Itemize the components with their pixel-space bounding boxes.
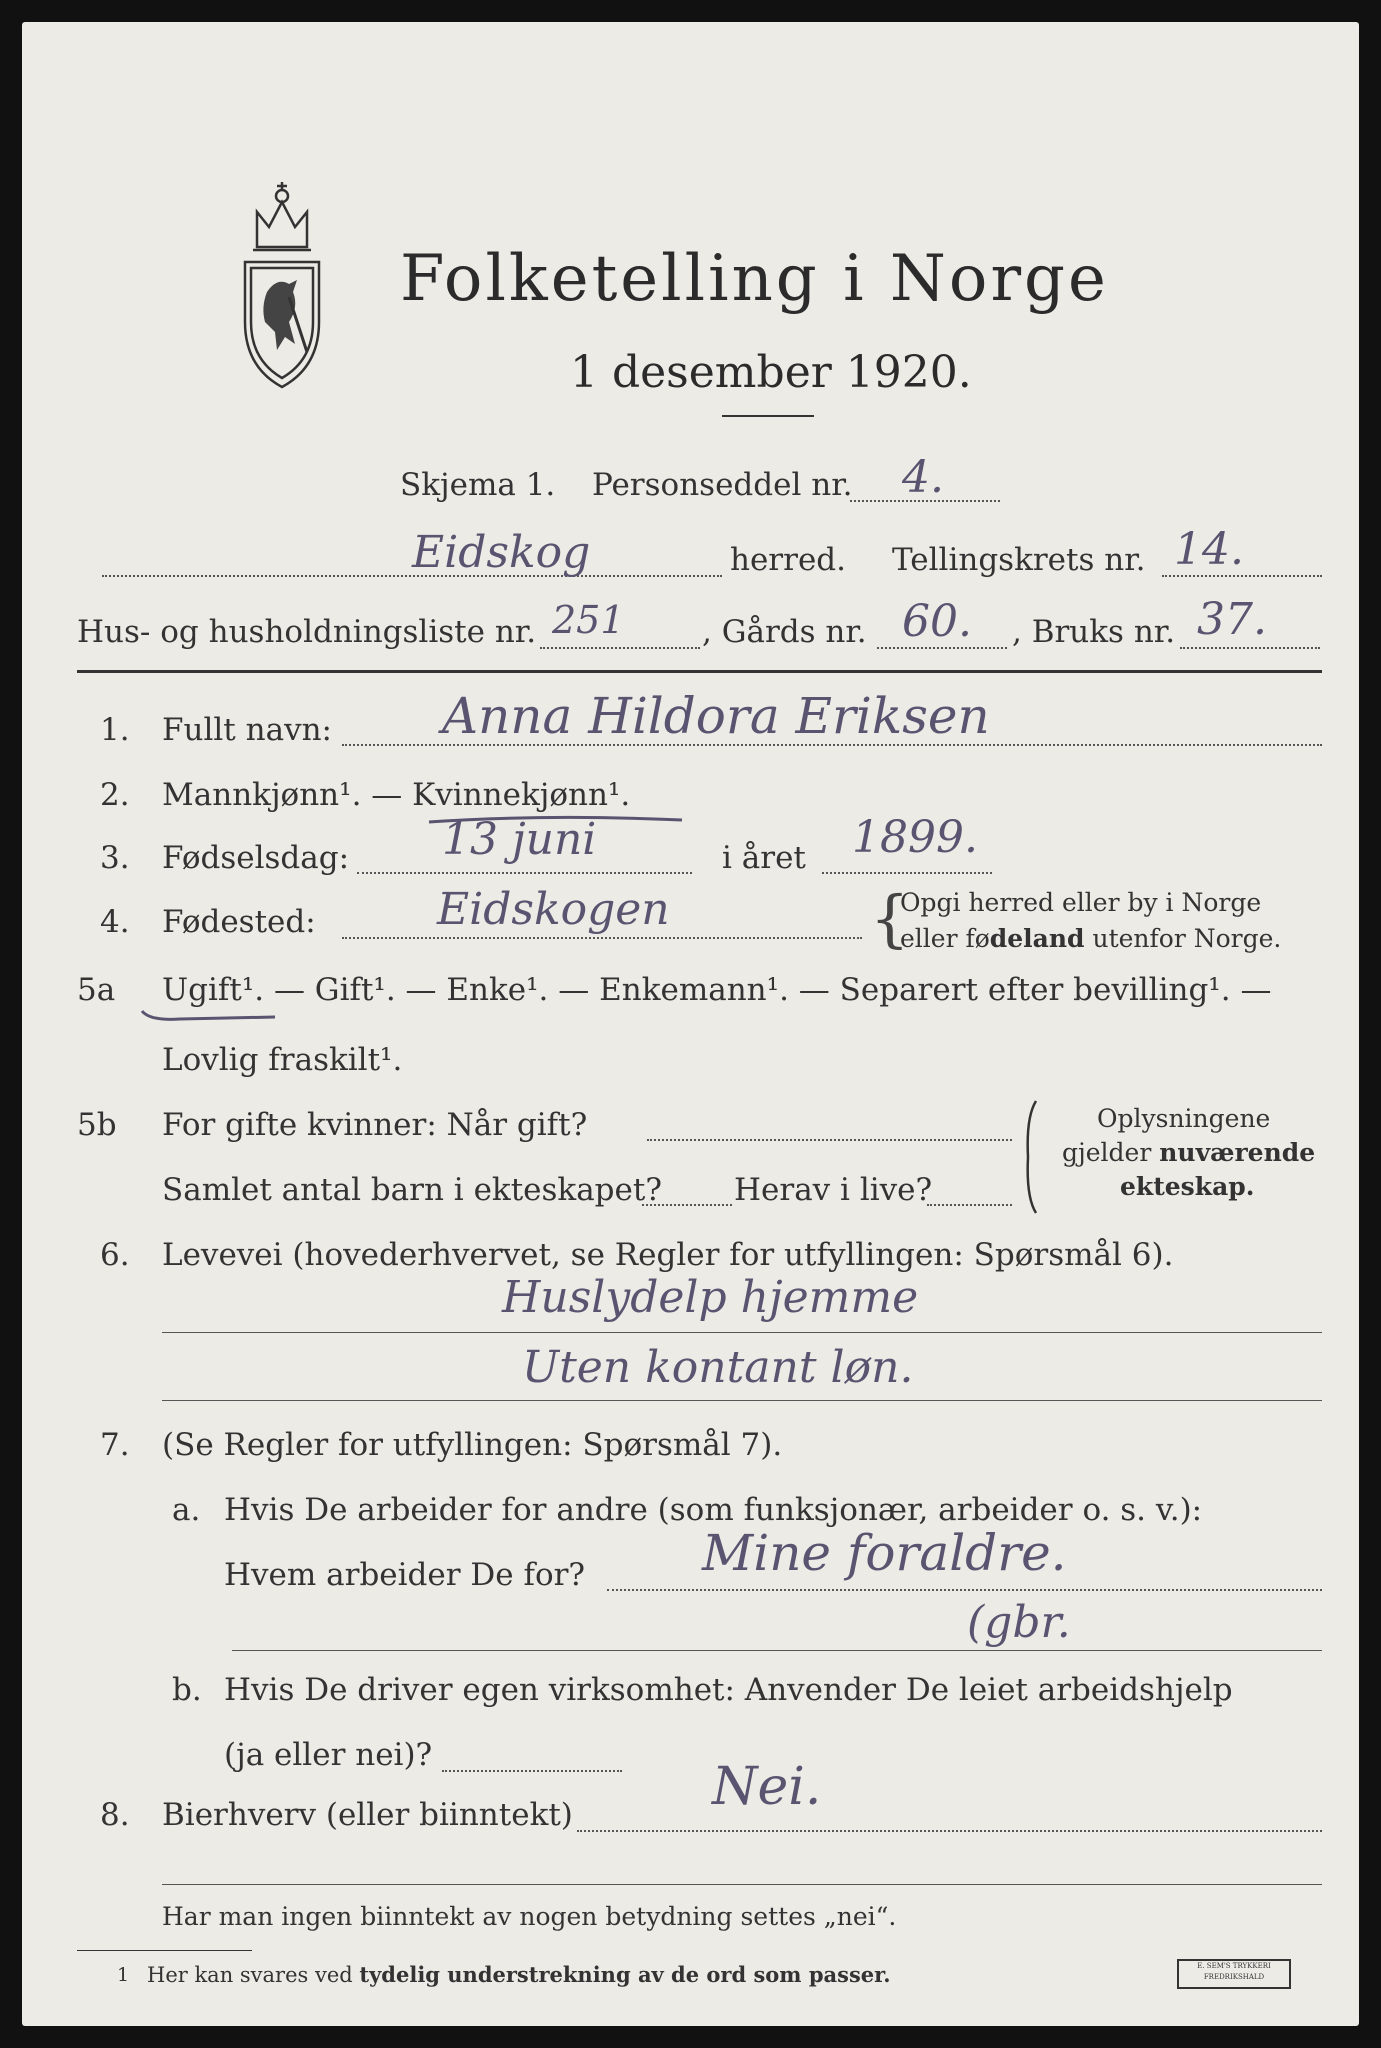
q6-number: 6.: [100, 1237, 130, 1273]
employer-label: Hvem arbeider De for?: [224, 1557, 586, 1593]
birthplace-value: Eidskogen: [437, 884, 670, 935]
marital-status-options-line2: Lovlig fraskilt¹.: [162, 1042, 403, 1078]
occupation-line1: [162, 1332, 1322, 1333]
marriage-note-line2: gjelder nuværende: [1062, 1138, 1316, 1167]
herred-label: herred.: [730, 542, 846, 578]
occupation-value-line2: Uten kontant løn.: [522, 1342, 914, 1393]
full-name-value: Anna Hildora Eriksen: [442, 687, 990, 745]
hired-help-label: (ja eller nei)?: [224, 1737, 433, 1773]
form-date: 1 desember 1920.: [570, 347, 972, 398]
tellingskrets-label: Tellingskrets nr.: [892, 542, 1146, 578]
q6-label: Levevei (hovederhvervet, se Regler for utfyllingen: Spørsmål 6).: [162, 1237, 1174, 1273]
birthday-value: 13 juni: [442, 814, 597, 865]
q1-label: Fullt navn:: [162, 712, 332, 748]
marriage-note-line3: ekteskap.: [1120, 1172, 1255, 1201]
married-when-label: For gifte kvinner: Når gift?: [162, 1107, 588, 1143]
birth-year-value: 1899.: [852, 812, 978, 863]
q7b-number: b.: [172, 1672, 202, 1708]
children-total-field[interactable]: [642, 1204, 732, 1206]
q8-number: 8.: [100, 1797, 130, 1833]
schema-label: Skjema 1.: [400, 467, 556, 503]
marital-status-options: Ugift¹. — Gift¹. — Enke¹. — Enkemann¹. — Separert efter bevilling¹. —: [162, 972, 1272, 1008]
footnote-text: Her kan svares ved tydelig understrekning av de ord som passer.: [147, 1962, 891, 1987]
secondary-income-field[interactable]: [577, 1830, 1322, 1832]
secondary-income-line2: [162, 1884, 1322, 1885]
q5a-number: 5a: [77, 972, 116, 1008]
q7b-label: Hvis De driver egen virksomhet: Anvender De leiet arbeidshjelp: [224, 1672, 1233, 1708]
tellingskrets-field[interactable]: [1162, 575, 1322, 577]
q8-label: Bierhverv (eller biinntekt): [162, 1797, 573, 1833]
birth-year-field[interactable]: [822, 872, 992, 874]
sex-options: Mannkjønn¹. — Kvinnekjønn¹.: [162, 777, 631, 813]
employer-value: Mine foraldre.: [702, 1524, 1067, 1582]
children-total-label: Samlet antal barn i ekteskapet?: [162, 1172, 662, 1208]
employer-line2: [232, 1650, 1322, 1651]
bruks-field[interactable]: [1180, 647, 1320, 649]
q7a-number: a.: [172, 1492, 201, 1528]
birth-year-label: i året: [722, 840, 806, 876]
q3-number: 3.: [100, 840, 130, 876]
children-alive-label: Herav i live?: [734, 1172, 933, 1208]
gards-field[interactable]: [877, 647, 1007, 649]
birthplace-note-line2: eller fødeland utenfor Norge.: [900, 924, 1282, 953]
children-alive-field[interactable]: [927, 1204, 1012, 1206]
hired-help-field[interactable]: [442, 1770, 622, 1772]
birthday-field[interactable]: [357, 872, 692, 874]
marriage-note-line1: Oplysningene: [1097, 1104, 1271, 1133]
married-when-field[interactable]: [647, 1139, 1012, 1141]
gards-label: , Gårds nr.: [702, 614, 867, 650]
printer-mark: E. SEM'S TRYKKERI FREDRIKSHALD: [1177, 1959, 1291, 1989]
bruks-value: 37.: [1197, 594, 1267, 645]
q4-number: 4.: [100, 904, 130, 940]
birthplace-field[interactable]: [342, 937, 862, 939]
secondary-income-value: Nei.: [712, 1757, 822, 1817]
census-form: [22, 22, 1359, 2026]
note-brace: {: [870, 882, 910, 955]
q7-label: (Se Regler for utfyllingen: Spørsmål 7).: [162, 1427, 783, 1463]
q7a-label: Hvis De arbeider for andre (som funksjonær, arbeider o. s. v.):: [224, 1492, 1203, 1528]
husholdningsliste-label: Hus- og husholdningsliste nr.: [77, 614, 537, 650]
employer-value-line2: (gbr.: [967, 1597, 1071, 1648]
tellingskrets-value: 14.: [1174, 524, 1244, 575]
q3-label: Fødselsdag:: [162, 840, 350, 876]
personseddel-value: 4.: [902, 452, 944, 503]
header-divider: [77, 670, 1322, 673]
husholdningsliste-field[interactable]: [540, 647, 700, 649]
ugift-underline: [140, 1007, 280, 1027]
footer-note: Har man ingen biinntekt av nogen betydning settes „nei“.: [162, 1902, 897, 1931]
occupation-line2: [162, 1400, 1322, 1401]
bruks-label: , Bruks nr.: [1012, 614, 1176, 650]
title-divider: [722, 415, 814, 417]
birthplace-note-line1: Opgi herred eller by i Norge: [900, 888, 1262, 917]
q2-number: 2.: [100, 777, 130, 813]
form-title: Folketelling i Norge: [400, 242, 1109, 316]
q5b-number: 5b: [77, 1107, 117, 1143]
q7-number: 7.: [100, 1427, 130, 1463]
husholdningsliste-value: 251: [552, 598, 625, 642]
gards-value: 60.: [902, 596, 972, 647]
personseddel-label: Personseddel nr.: [592, 467, 853, 503]
herred-value: Eidskog: [412, 527, 591, 578]
occupation-value-line1: Huslydelp hjemme: [502, 1272, 919, 1323]
q4-label: Fødested:: [162, 904, 316, 940]
norway-coat-of-arms-icon: [227, 172, 337, 397]
footnote-number: 1: [117, 1964, 130, 1986]
q1-number: 1.: [100, 712, 130, 748]
footnote-rule: [77, 1950, 252, 1951]
note-bracket: [1022, 1097, 1042, 1217]
employer-field[interactable]: [607, 1589, 1322, 1591]
